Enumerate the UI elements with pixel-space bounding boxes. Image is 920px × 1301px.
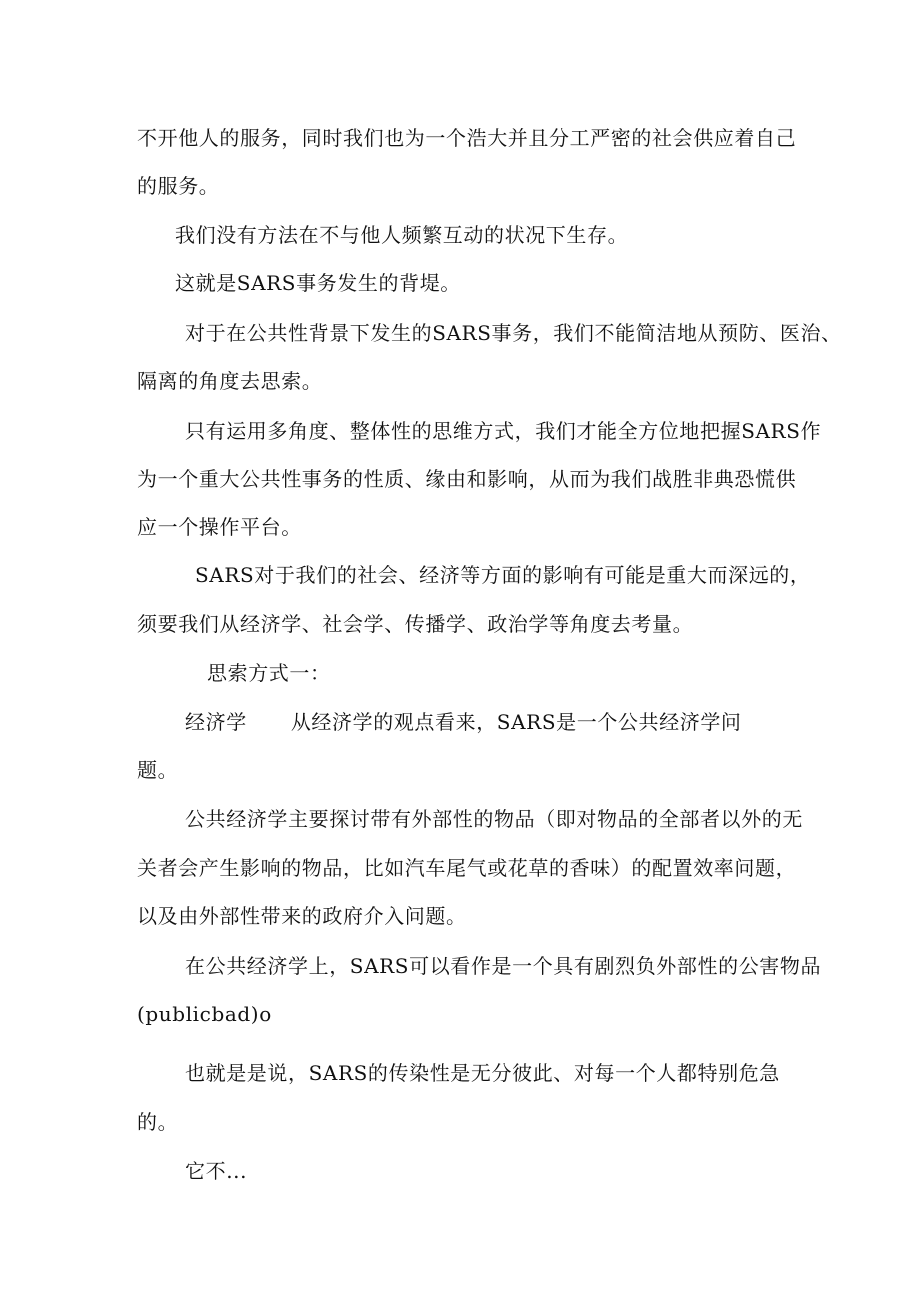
- paragraph-6-line-1: SARS对于我们的社会、经济等方面的影响有可能是重大而深远的，: [195, 563, 811, 587]
- paragraph-4-line-1: 对于在公共性背景下发生的SARS事务，我们不能简洁地从预防、医治、: [185, 321, 842, 345]
- paragraph-7-line-1: [185, 709, 742, 735]
- paragraph-10-line-2: 的。: [137, 1110, 179, 1134]
- paragraph-8-line-3: 以及由外部性带来的政府介入问题。: [137, 904, 467, 928]
- paragraph-11: 它不...: [185, 1159, 248, 1183]
- paragraph-6-line-2: 须要我们从经济学、社会学、传播学、政治学等角度去考量。: [137, 612, 694, 636]
- paragraph-8-line-2: 关者会产生影响的物品，比如汽车尾气或花草的香味）的配置效率问题，: [137, 856, 797, 880]
- paragraph-1-line-1: 不开他人的服务，同时我们也为一个浩大并且分工严密的社会供应着自己: [137, 126, 797, 150]
- paragraph-4-line-2: 隔离的角度去思索。: [137, 369, 323, 393]
- paragraph-5-line-2: 为一个重大公共性事务的性质、缘由和影响，从而为我们战胜非典恐慌供: [137, 467, 797, 491]
- paragraph-1-line-2: 的服务。: [137, 174, 220, 198]
- paragraph-7-text: 从经济学的观点看来，SARS是一个公共经济学问: [290, 710, 742, 734]
- subject-label: 经济学: [185, 710, 247, 734]
- paragraph-9-line-2: (publicbad)o: [137, 1002, 272, 1026]
- paragraph-5-line-3: 应一个操作平台。: [137, 515, 302, 539]
- paragraph-2: 我们没有方法在不与他人频繁互动的状况下生存。: [175, 223, 629, 247]
- paragraph-3: 这就是SARS事务发生的背堤。: [175, 271, 461, 295]
- paragraph-8-line-1: 公共经济学主要探讨带有外部性的物品（即对物品的全部者以外的无: [185, 807, 803, 831]
- paragraph-7-line-2: 题。: [137, 758, 179, 782]
- paragraph-9-line-1: 在公共经济学上，SARS可以看作是一个具有剧烈负外部性的公害物品: [185, 954, 822, 978]
- section-heading: 思索方式一：: [207, 661, 331, 685]
- paragraph-5-line-1: 只有运用多角度、整体性的思维方式，我们才能全方位地把握SARS作: [185, 419, 822, 443]
- paragraph-10-line-1: 也就是是说，SARS的传染性是无分彼此、对每一个人都特别危急: [185, 1061, 780, 1085]
